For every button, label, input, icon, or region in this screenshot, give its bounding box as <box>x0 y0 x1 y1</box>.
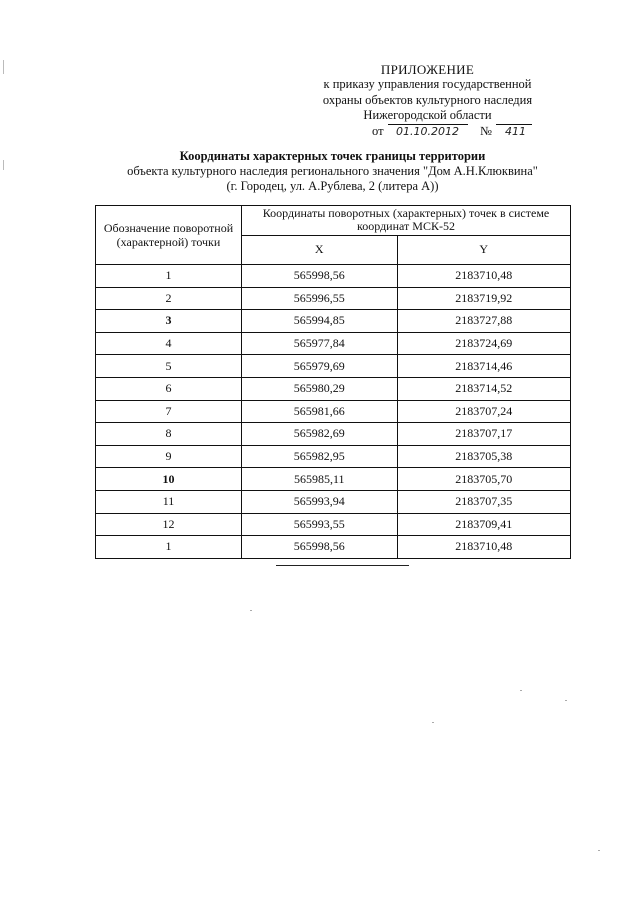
coordinates-table <box>95 205 571 559</box>
cell-y: 2183710,48 <box>397 536 570 559</box>
scan-speck <box>598 850 600 851</box>
cell-point: 5 <box>96 355 242 378</box>
cell-point: 6 <box>96 377 242 400</box>
number-value: 411 <box>505 124 526 138</box>
appendix-line: Нижегородской области <box>363 108 492 123</box>
document-title <box>95 149 570 195</box>
cell-y: 2183705,38 <box>397 445 570 468</box>
col-header-coordinates: Координаты поворотных (характерных) точек в системе координат МСК-52 <box>242 206 571 236</box>
cell-point: 4 <box>96 332 242 355</box>
cell-point: 3 <box>96 310 242 333</box>
cell-x: 565982,95 <box>242 445 398 468</box>
cell-x: 565985,11 <box>242 468 398 491</box>
cell-x: 565979,69 <box>242 355 398 378</box>
number-prefix: № <box>480 123 492 138</box>
table-row <box>96 468 571 491</box>
cell-x: 565993,94 <box>242 490 398 513</box>
table-row <box>96 377 571 400</box>
cell-y: 2183724,69 <box>397 332 570 355</box>
cell-y: 2183727,88 <box>397 310 570 333</box>
title-line-object: объекта культурного наследия регионального значения "Дом А.Н.Клюквина" <box>127 164 538 179</box>
cell-x: 565981,66 <box>242 400 398 423</box>
date-value: 01.10.2012 <box>396 124 459 138</box>
cell-point: 2 <box>96 287 242 310</box>
cell-y: 2183714,52 <box>397 377 570 400</box>
scan-mark <box>3 60 4 74</box>
scan-speck <box>520 690 522 691</box>
cell-x: 565998,56 <box>242 536 398 559</box>
col-header-x: X <box>242 235 398 265</box>
cell-point: 7 <box>96 400 242 423</box>
cell-point: 11 <box>96 490 242 513</box>
col-header-y: Y <box>397 235 570 265</box>
appendix-line: к приказу управления государственной <box>323 77 532 92</box>
cell-y: 2183709,41 <box>397 513 570 536</box>
cell-point: 10 <box>96 468 242 491</box>
appendix-heading: ПРИЛОЖЕНИЕ <box>380 62 475 77</box>
table-row <box>96 423 571 446</box>
table-row <box>96 445 571 468</box>
cell-y: 2183707,24 <box>397 400 570 423</box>
table-row <box>96 400 571 423</box>
cell-y: 2183705,70 <box>397 468 570 491</box>
cell-x: 565977,84 <box>242 332 398 355</box>
appendix-block <box>300 62 555 140</box>
table-row <box>96 287 571 310</box>
cell-point: 1 <box>96 536 242 559</box>
cell-y: 2183719,92 <box>397 287 570 310</box>
cell-point: 12 <box>96 513 242 536</box>
table-row <box>96 332 571 355</box>
cell-point: 8 <box>96 423 242 446</box>
appendix-line: охраны объектов культурного наследия <box>322 92 533 107</box>
col-header-point: Обозначение поворотной (характерной) точки <box>96 206 242 265</box>
end-rule <box>276 565 409 566</box>
scan-speck <box>432 722 434 723</box>
table-row <box>96 490 571 513</box>
cell-y: 2183707,17 <box>397 423 570 446</box>
cell-point: 1 <box>96 265 242 288</box>
table-row <box>96 310 571 333</box>
date-prefix: от <box>372 123 384 138</box>
cell-point: 9 <box>96 445 242 468</box>
scan-mark <box>3 160 4 170</box>
table-row <box>96 513 571 536</box>
title-line-address: (г. Городец, ул. А.Рублева, 2 (литера А)) <box>226 179 439 194</box>
cell-y: 2183707,35 <box>397 490 570 513</box>
cell-x: 565982,69 <box>242 423 398 446</box>
scan-speck <box>565 700 567 701</box>
order-date-number-line <box>300 124 555 140</box>
table-row <box>96 536 571 559</box>
table-row <box>96 265 571 288</box>
scan-speck <box>250 610 252 611</box>
cell-x: 565993,55 <box>242 513 398 536</box>
cell-y: 2183710,48 <box>397 265 570 288</box>
cell-y: 2183714,46 <box>397 355 570 378</box>
cell-x: 565980,29 <box>242 377 398 400</box>
cell-x: 565998,56 <box>242 265 398 288</box>
cell-x: 565994,85 <box>242 310 398 333</box>
cell-x: 565996,55 <box>242 287 398 310</box>
table-row <box>96 355 571 378</box>
title-line-main: Координаты характерных точек границы территории <box>179 149 486 163</box>
